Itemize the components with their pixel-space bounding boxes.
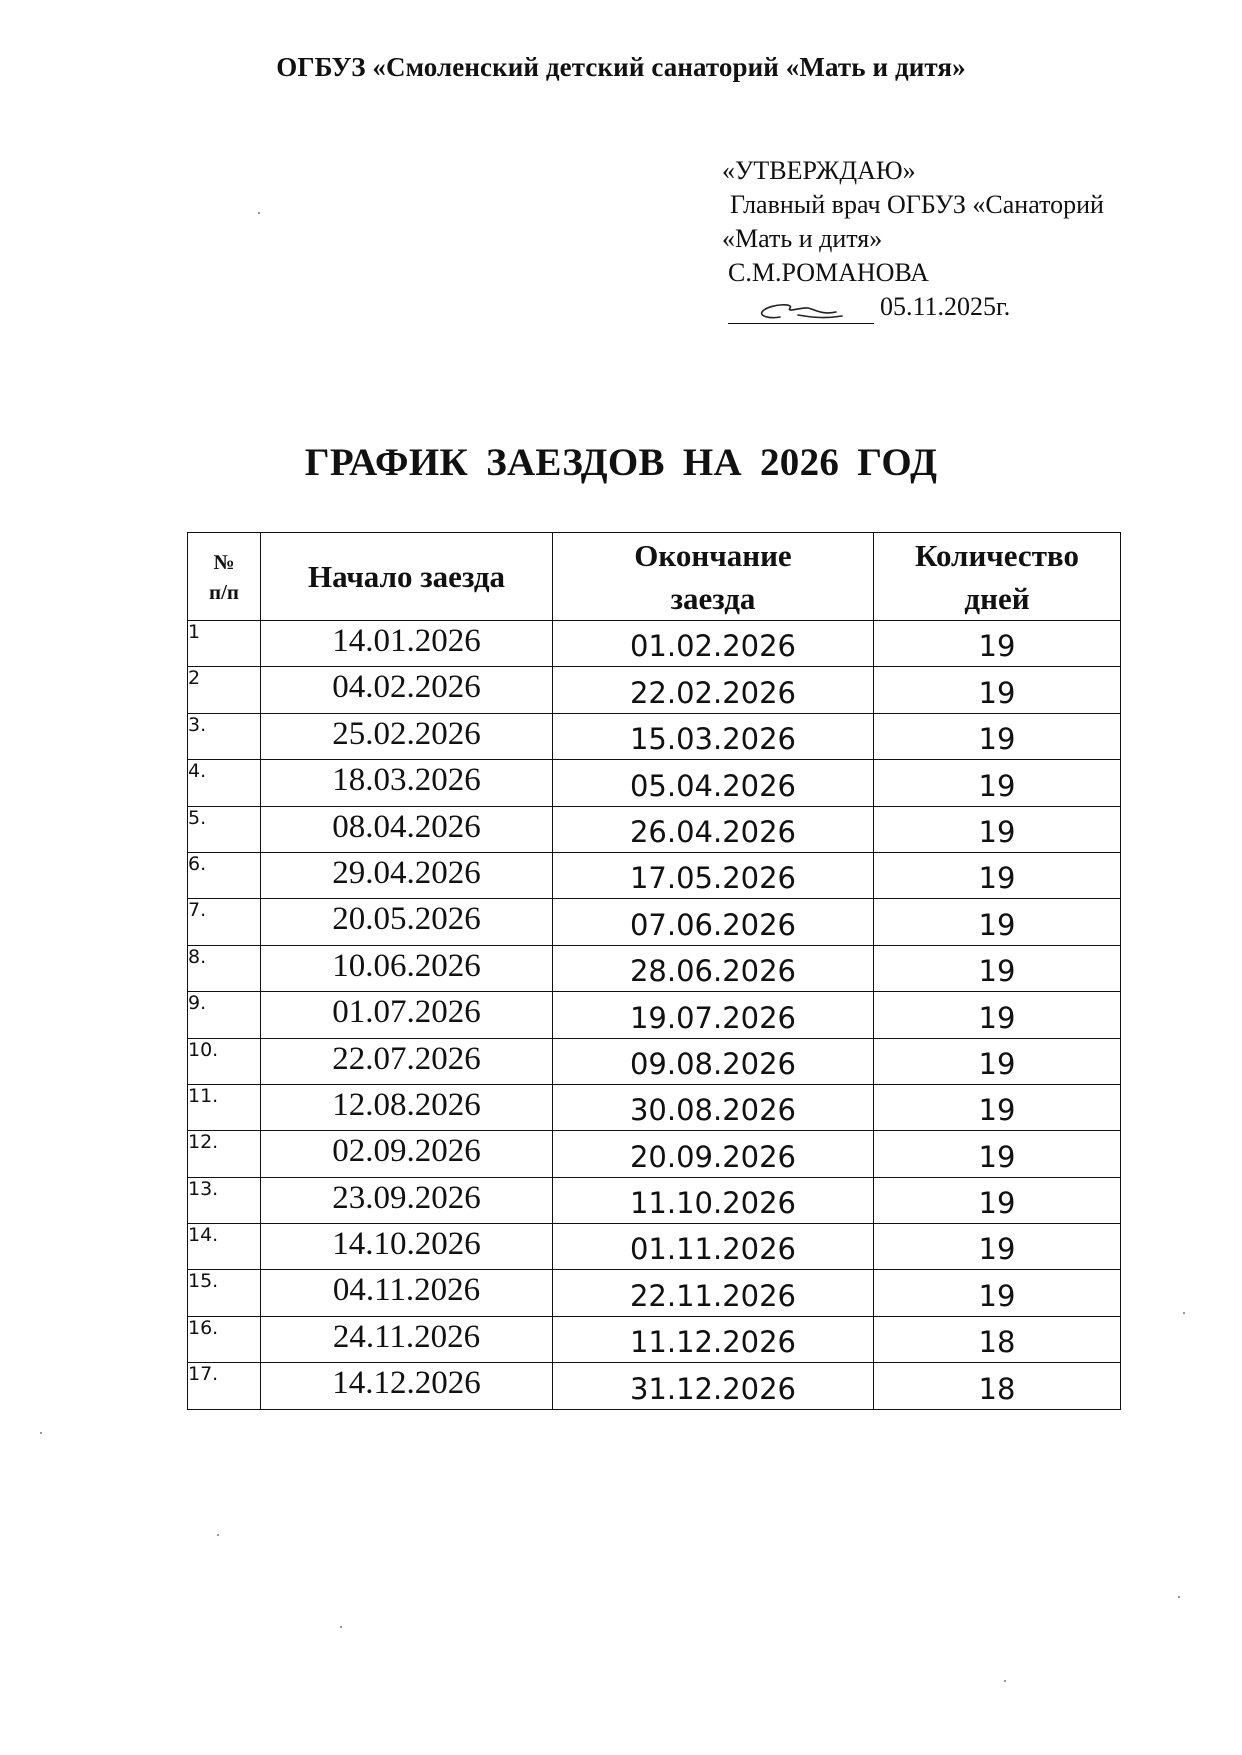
row-number: 15. [188,1270,261,1316]
days-count: 19 [874,852,1121,898]
row-number: 1 [188,621,261,667]
organization-header: ОГБУЗ «Смоленский детский санаторий «Мать и дитя» [276,52,966,82]
header-number: № п/п [188,533,261,621]
signature-field [728,293,874,324]
start-date: 04.11.2026 [261,1270,553,1316]
header-days: Количество дней [874,533,1121,621]
start-date: 01.07.2026 [261,992,553,1038]
days-count: 19 [874,621,1121,667]
start-date: 18.03.2026 [261,760,553,806]
scan-speck [340,1626,342,1628]
table-row [188,621,1121,667]
scan-speck [217,1534,219,1536]
days-count: 18 [874,1363,1121,1409]
days-count: 19 [874,713,1121,759]
row-number: 7. [188,899,261,945]
days-count: 19 [874,1177,1121,1223]
start-date: 22.07.2026 [261,1038,553,1084]
approval-block [722,154,1104,324]
start-date: 14.10.2026 [261,1224,553,1270]
table-row [188,852,1121,898]
end-date: 30.08.2026 [553,1084,874,1130]
end-date: 05.04.2026 [553,760,874,806]
start-date: 29.04.2026 [261,852,553,898]
table-row [188,945,1121,991]
table-row [188,713,1121,759]
schedule-table [187,532,1121,1410]
days-count: 19 [874,806,1121,852]
table-row [188,992,1121,1038]
row-number: 17. [188,1363,261,1409]
days-count: 19 [874,1038,1121,1084]
row-number: 14. [188,1224,261,1270]
days-count: 19 [874,1224,1121,1270]
days-count: 19 [874,945,1121,991]
table-row [188,1363,1121,1409]
row-number: 4. [188,760,261,806]
document-title: ГРАФИК ЗАЕЗДОВ НА 2026 ГОД [304,441,938,484]
scan-speck [1183,1312,1185,1314]
table-row [188,667,1121,713]
table-row [188,1038,1121,1084]
end-date: 22.02.2026 [553,667,874,713]
table-row [188,1316,1121,1362]
table-row [188,1131,1121,1177]
row-number: 9. [188,992,261,1038]
scan-speck [40,1432,42,1434]
end-date: 26.04.2026 [553,806,874,852]
table-body [188,621,1121,1410]
header-end: Окончание заезда [553,533,874,621]
start-date: 04.02.2026 [261,667,553,713]
signature-line [722,290,1104,324]
scan-speck [1004,1680,1006,1682]
end-date: 09.08.2026 [553,1038,874,1084]
row-number: 12. [188,1131,261,1177]
row-number: 11. [188,1084,261,1130]
row-number: 10. [188,1038,261,1084]
days-count: 18 [874,1316,1121,1362]
days-count: 19 [874,1084,1121,1130]
table-header-row [188,533,1121,621]
signature-mark [750,295,850,325]
approval-institution: «Мать и дитя» [722,224,883,253]
row-number: 13. [188,1177,261,1223]
start-date: 12.08.2026 [261,1084,553,1130]
table-row [188,760,1121,806]
start-date: 24.11.2026 [261,1316,553,1362]
scan-speck [258,212,260,214]
table-row [188,1177,1121,1223]
start-date: 02.09.2026 [261,1131,553,1177]
table-row [188,1224,1121,1270]
row-number: 16. [188,1316,261,1362]
end-date: 31.12.2026 [553,1363,874,1409]
approval-date: 05.11.2025г. [880,292,1011,321]
end-date: 11.10.2026 [553,1177,874,1223]
approval-position: Главный врач ОГБУЗ «Санаторий [730,190,1104,219]
end-date: 19.07.2026 [553,992,874,1038]
days-count: 19 [874,992,1121,1038]
end-date: 20.09.2026 [553,1131,874,1177]
start-date: 23.09.2026 [261,1177,553,1223]
table-row [188,1270,1121,1316]
end-date: 22.11.2026 [553,1270,874,1316]
end-date: 07.06.2026 [553,899,874,945]
days-count: 19 [874,667,1121,713]
start-date: 14.01.2026 [261,621,553,667]
row-number: 3. [188,713,261,759]
table-row [188,899,1121,945]
approval-signatory: С.М.РОМАНОВА [728,258,929,287]
table-row [188,1084,1121,1130]
end-date: 28.06.2026 [553,945,874,991]
end-date: 17.05.2026 [553,852,874,898]
days-count: 19 [874,899,1121,945]
end-date: 15.03.2026 [553,713,874,759]
days-count: 19 [874,1270,1121,1316]
row-number: 5. [188,806,261,852]
start-date: 20.05.2026 [261,899,553,945]
start-date: 25.02.2026 [261,713,553,759]
start-date: 08.04.2026 [261,806,553,852]
end-date: 01.02.2026 [553,621,874,667]
start-date: 14.12.2026 [261,1363,553,1409]
row-number: 8. [188,945,261,991]
end-date: 11.12.2026 [553,1316,874,1362]
scan-speck [1178,1596,1180,1598]
days-count: 19 [874,1131,1121,1177]
header-start: Начало заезда [261,533,553,621]
approval-heading: «УТВЕРЖДАЮ» [722,156,916,185]
start-date: 10.06.2026 [261,945,553,991]
row-number: 2 [188,667,261,713]
end-date: 01.11.2026 [553,1224,874,1270]
row-number: 6. [188,852,261,898]
table-row [188,806,1121,852]
days-count: 19 [874,760,1121,806]
